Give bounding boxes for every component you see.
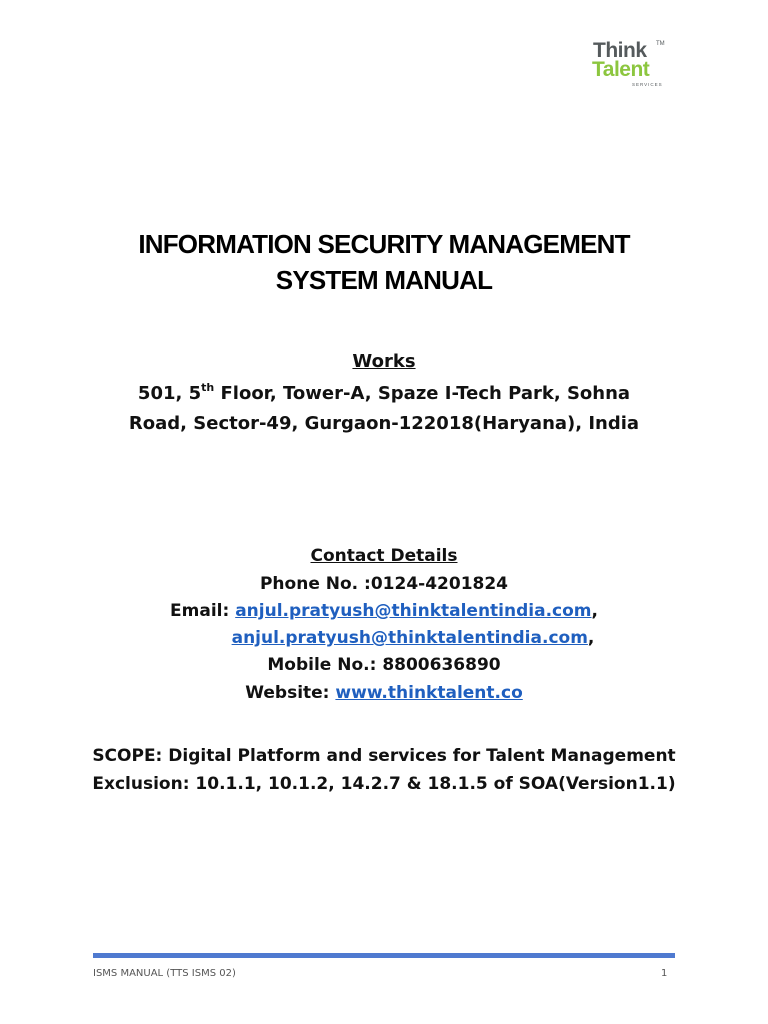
works-heading: Works [352,351,416,372]
address-superscript: th [201,381,215,394]
document-title [0,226,768,298]
company-logo [592,40,672,92]
email-link-2[interactable]: anjul.pratyush@thinktalentindia.com [231,628,588,648]
website-label: Website: [245,683,336,703]
email-label: Email: [170,601,236,621]
email-comma-2: , [587,628,595,648]
footer-page-number: 1 [661,968,668,979]
address-line-1 [0,383,768,404]
logo-text-talent: Talent [592,58,650,81]
address-line-2: Road, Sector-49, Gurgaon-122018(Haryana), India [128,413,640,434]
scope-statement: SCOPE: Digital Platform and services for Talent Management [92,746,676,766]
title-line-2: SYSTEM MANUAL [275,265,493,295]
email-line-1 [0,601,768,621]
address-prefix: 501, 5 [137,383,202,404]
mobile-number: Mobile No.: 8800636890 [267,655,501,675]
email-line-2 [0,628,768,648]
exclusion-statement: Exclusion: 10.1.1, 10.1.2, 14.2.7 & 18.1.5 of SOA(Version1.1) [92,774,676,794]
logo-text-services: SERVICES [632,82,663,87]
footer-divider [93,953,675,958]
website-line [0,683,768,703]
email-comma-1: , [591,601,598,621]
footer-document-id: ISMS MANUAL (TTS ISMS 02) [93,968,236,979]
contact-heading: Contact Details [310,546,458,566]
logo-trademark: TM [656,41,665,47]
email-link-1[interactable]: anjul.pratyush@thinktalentindia.com [235,601,592,621]
website-link[interactable]: www.thinktalent.co [335,683,523,703]
address-rest: Floor, Tower-A, Spaze I-Tech Park, Sohna [214,383,631,404]
phone-number: Phone No. :0124-4201824 [259,574,509,594]
title-line-1: INFORMATION SECURITY MANAGEMENT [138,229,630,259]
logo-text-think: Think [593,39,647,62]
